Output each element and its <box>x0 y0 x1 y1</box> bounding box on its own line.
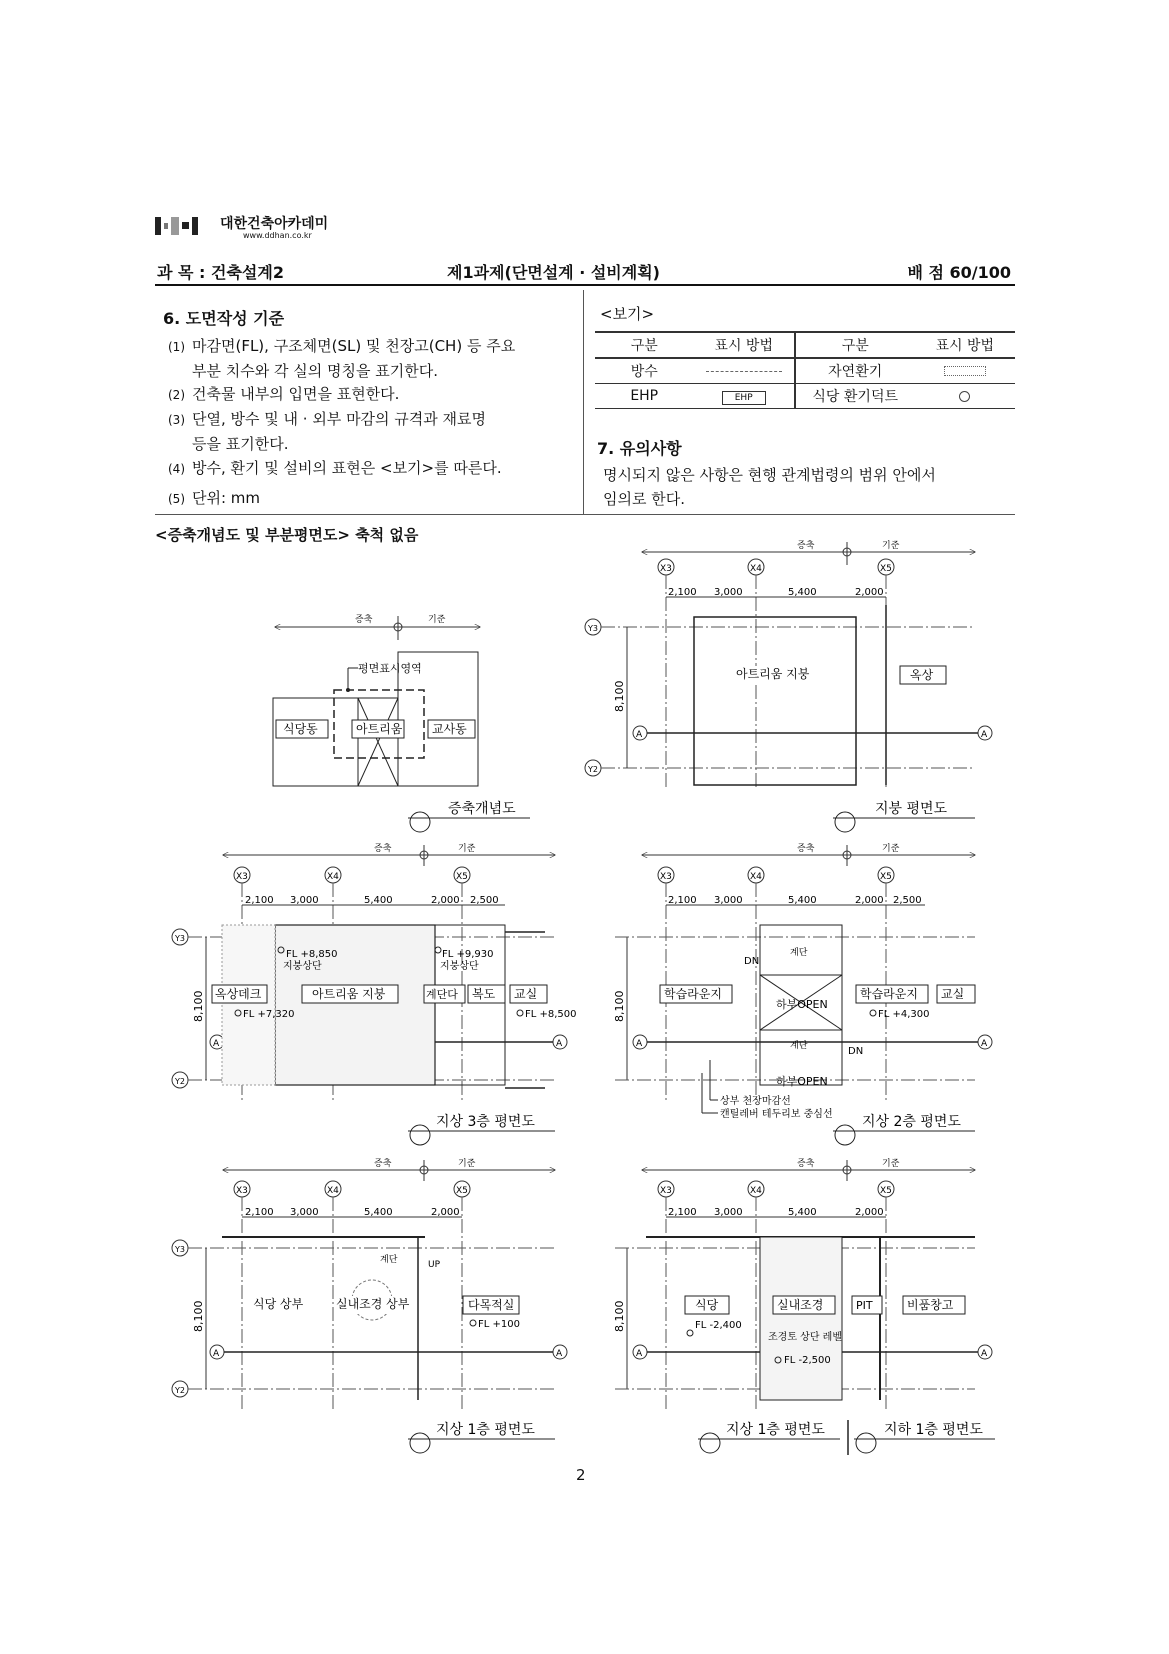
svg-text:UP: UP <box>428 1260 441 1270</box>
svg-text:기준: 기준 <box>882 541 900 551</box>
room-label: 옥상데크 <box>215 987 262 1001</box>
svg-text:8,100: 8,100 <box>613 680 626 712</box>
f2-plan <box>613 842 992 1145</box>
logo-url: www.ddhan.co.kr <box>243 231 312 240</box>
svg-text:조경토 상단 레벨: 조경토 상단 레벨 <box>768 1332 842 1343</box>
svg-text:Y2: Y2 <box>588 765 598 774</box>
svg-text:FL +100: FL +100 <box>478 1319 520 1330</box>
room-label: 실내조경 <box>777 1298 824 1312</box>
svg-text:DN: DN <box>848 1046 864 1057</box>
svg-text:2,100: 2,100 <box>245 895 274 906</box>
section7-title: 7. 유의사항 <box>597 439 682 458</box>
bogi-title: <보기> <box>600 305 655 323</box>
svg-text:하부OPEN: 하부OPEN <box>776 1075 828 1088</box>
svg-text:2,100: 2,100 <box>245 1207 274 1218</box>
svg-text:5,400: 5,400 <box>364 895 393 906</box>
drawing-title: 지상 1층 평면도 <box>726 1422 825 1438</box>
svg-text:2,000: 2,000 <box>855 587 884 598</box>
drawing-title: 지상 1층 평면도 <box>436 1422 535 1438</box>
svg-text:기준: 기준 <box>882 844 900 854</box>
svg-text:지붕상단: 지붕상단 <box>440 961 479 972</box>
svg-text:DN: DN <box>744 956 760 967</box>
svg-text:2,000: 2,000 <box>431 895 460 906</box>
room-label: 교실 <box>514 987 538 1001</box>
svg-text:X4: X4 <box>327 872 339 882</box>
score: 배 점 60/100 <box>907 263 1011 282</box>
room-label: 교실 <box>941 987 965 1001</box>
room-label: 비품창고 <box>907 1298 954 1312</box>
room-label: 식당 상부 <box>253 1297 304 1311</box>
svg-text:기준: 기준 <box>458 1159 476 1169</box>
list-item: (4) 방수, 환기 및 설비의 표현은 <보기>를 따른다. <box>168 459 502 477</box>
drawing-title: 지상 3층 평면도 <box>436 1114 535 1130</box>
svg-text:Y3: Y3 <box>175 934 185 943</box>
page-number: 2 <box>576 1466 586 1484</box>
subject: 과 목 : 건축설계2 <box>157 263 284 282</box>
area-label: 평면표시영역 <box>358 662 422 675</box>
svg-text:FL +4,300: FL +4,300 <box>878 1009 930 1020</box>
section7-body: 명시되지 않은 사항은 현행 관계법령의 범위 안에서 임의로 한다. <box>603 466 936 508</box>
section6-title: 6. 도면작성 기준 <box>163 309 285 328</box>
svg-text:3,000: 3,000 <box>714 1207 743 1218</box>
drawing-title: 지상 2층 평면도 <box>862 1114 961 1130</box>
svg-text:Y2: Y2 <box>175 1077 185 1086</box>
svg-text:Y2: Y2 <box>175 1386 185 1395</box>
svg-text:X4: X4 <box>750 872 762 882</box>
room-label: 옥상 <box>910 668 934 682</box>
drawing-title: 지하 1층 평면도 <box>884 1422 983 1438</box>
svg-text:Y3: Y3 <box>175 1245 185 1254</box>
room-label: 교사동 <box>432 722 467 736</box>
svg-text:증축: 증축 <box>374 844 392 854</box>
svg-text:X5: X5 <box>880 872 892 882</box>
room-label: 식당 <box>695 1298 719 1312</box>
svg-text:2,000: 2,000 <box>431 1207 460 1218</box>
list-item: (3) 단열, 방수 및 내 · 외부 마감의 규격과 재료명 등을 표기한다. <box>168 410 487 453</box>
svg-text:2,500: 2,500 <box>470 895 499 906</box>
f1-plan <box>172 1157 567 1453</box>
svg-text:3,000: 3,000 <box>290 1207 319 1218</box>
svg-text:5,400: 5,400 <box>364 1207 393 1218</box>
svg-text:FL -2,500: FL -2,500 <box>784 1355 831 1366</box>
svg-text:8,100: 8,100 <box>192 1300 205 1332</box>
svg-text:A: A <box>636 1349 643 1359</box>
room-label: 학습라운지 <box>664 987 722 1001</box>
list-item: (5) 단위: mm <box>168 489 261 507</box>
svg-text:증축: 증축 <box>374 1159 392 1169</box>
svg-text:FL +8,500: FL +8,500 <box>525 1009 577 1020</box>
svg-text:X5: X5 <box>456 872 468 882</box>
roof-plan <box>585 539 992 832</box>
svg-text:A: A <box>981 1349 988 1359</box>
drawing-title: 지붕 평면도 <box>875 801 948 817</box>
svg-text:2,000: 2,000 <box>855 895 884 906</box>
svg-text:2,500: 2,500 <box>893 895 922 906</box>
svg-text:2,000: 2,000 <box>855 1207 884 1218</box>
svg-text:A: A <box>981 1039 988 1049</box>
svg-text:기준: 기준 <box>882 1159 900 1169</box>
svg-text:X5: X5 <box>880 564 892 574</box>
task-title: 제1과제(단면설계 · 설비계획) <box>447 263 660 282</box>
svg-text:A: A <box>636 1039 643 1049</box>
svg-text:5,400: 5,400 <box>788 895 817 906</box>
svg-text:3,000: 3,000 <box>714 587 743 598</box>
svg-text:증축: 증축 <box>797 1159 815 1169</box>
svg-text:X4: X4 <box>750 1186 762 1196</box>
f3-plan <box>172 842 577 1145</box>
svg-text:증축: 증축 <box>797 844 815 854</box>
svg-text:FL +9,930: FL +9,930 <box>442 949 494 960</box>
svg-text:8,100: 8,100 <box>613 1300 626 1332</box>
room-label: 다목적실 <box>468 1298 515 1312</box>
svg-text:기준: 기준 <box>458 844 476 854</box>
room-label: 학습라운지 <box>860 987 918 1001</box>
list-item: (2) 건축물 내부의 입면을 표현한다. <box>168 385 400 403</box>
svg-text:X5: X5 <box>880 1186 892 1196</box>
svg-text:X4: X4 <box>750 564 762 574</box>
svg-text:3,000: 3,000 <box>290 895 319 906</box>
room-label: 아트리움 지붕 <box>312 987 386 1001</box>
svg-text:2,100: 2,100 <box>668 1207 697 1218</box>
svg-text:Y3: Y3 <box>588 624 598 633</box>
drawings-title: <증축개념도 및 부분평면도> 축척 없음 <box>155 526 419 544</box>
svg-text:5,400: 5,400 <box>788 587 817 598</box>
drawing-title: 증축개념도 <box>448 801 516 817</box>
svg-text:FL +8,850: FL +8,850 <box>286 949 338 960</box>
room-label: 복도 <box>472 987 496 1001</box>
svg-text:8,100: 8,100 <box>613 990 626 1022</box>
svg-text:하부OPEN: 하부OPEN <box>776 998 828 1011</box>
svg-text:3,000: 3,000 <box>714 895 743 906</box>
svg-text:5,400: 5,400 <box>788 1207 817 1218</box>
svg-text:A: A <box>556 1039 563 1049</box>
svg-text:X3: X3 <box>236 1186 248 1196</box>
svg-text:계단: 계단 <box>790 948 808 958</box>
svg-text:A: A <box>213 1349 220 1359</box>
svg-text:X3: X3 <box>660 1186 672 1196</box>
concept-extension: 증축 <box>355 615 373 625</box>
svg-text:지붕상단: 지붕상단 <box>283 961 322 972</box>
room-label: 계단다 <box>426 988 458 1001</box>
svg-text:8,100: 8,100 <box>192 990 205 1022</box>
logo-name: 대한건축아카데미 <box>220 216 329 232</box>
room-label: 아트리움 지붕 <box>736 667 810 681</box>
svg-text:계단: 계단 <box>380 1255 398 1265</box>
list-item: (1) 마감면(FL), 구조체면(SL) 및 천장고(CH) 등 주요 부분 치수와 각 실의 명칭을 표기한다. <box>168 337 516 380</box>
svg-text:FL +7,320: FL +7,320 <box>243 1009 295 1020</box>
svg-text:캔틸레버 테두리보 중심선: 캔틸레버 테두리보 중심선 <box>720 1109 833 1120</box>
concept-diagram <box>273 613 530 832</box>
svg-text:증축: 증축 <box>797 541 815 551</box>
ehp-symbol: EHP <box>722 391 766 405</box>
svg-text:A: A <box>556 1349 563 1359</box>
concept-existing: 기준 <box>428 615 446 625</box>
svg-text:X3: X3 <box>660 564 672 574</box>
room-label: 식당동 <box>283 722 318 736</box>
svg-text:2,100: 2,100 <box>668 587 697 598</box>
room-label: 아트리움 <box>356 722 403 736</box>
legend-table: 구분 표시 방법 구분 표시 방법 방수 자연환기 EHP EHP 식당 환기덕트 <box>595 331 1015 409</box>
svg-text:A: A <box>981 730 988 740</box>
svg-text:상부 천장마감선: 상부 천장마감선 <box>720 1096 791 1107</box>
svg-text:X4: X4 <box>327 1186 339 1196</box>
svg-text:계단: 계단 <box>790 1041 808 1051</box>
room-label: 실내조경 상부 <box>336 1297 410 1311</box>
room-label: PIT <box>856 1299 873 1312</box>
svg-text:X5: X5 <box>456 1186 468 1196</box>
b1-plan <box>613 1157 995 1455</box>
svg-text:2,100: 2,100 <box>668 895 697 906</box>
svg-text:X3: X3 <box>236 872 248 882</box>
svg-text:A: A <box>636 730 643 740</box>
svg-text:X3: X3 <box>660 872 672 882</box>
svg-text:FL -2,400: FL -2,400 <box>695 1320 742 1331</box>
svg-text:A: A <box>213 1039 220 1049</box>
